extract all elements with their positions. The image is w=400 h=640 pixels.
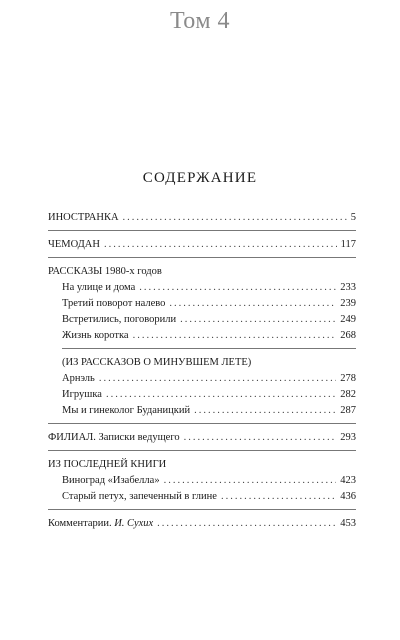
commentary-author: И. Сухих — [114, 518, 154, 529]
toc-entry-page: 436 — [340, 491, 356, 502]
section-divider — [48, 509, 356, 510]
toc-entry-title: Игрушка — [62, 389, 102, 400]
dot-leader — [99, 371, 336, 387]
toc-entry-page: 5 — [350, 212, 356, 223]
toc-entry-title: Жизнь коротка — [62, 330, 129, 341]
dot-leader — [180, 312, 336, 328]
toc-entry-page: 293 — [340, 432, 356, 443]
toc-entry — [48, 280, 356, 296]
toc-entry — [48, 387, 356, 403]
toc-entry-title: Третий поворот налево — [62, 298, 166, 309]
toc-entry — [48, 312, 356, 328]
section-divider — [48, 257, 356, 258]
toc-entry-page: 287 — [340, 405, 356, 416]
subsection-divider — [62, 348, 356, 349]
toc-entry-title: На улице и дома — [62, 282, 136, 293]
section-divider — [48, 423, 356, 424]
toc-entry-title: Старый петух, запеченный в глине — [62, 491, 217, 502]
toc-entry-title — [48, 516, 153, 532]
section-divider — [48, 450, 356, 451]
section-title-posledney: ИЗ ПОСЛЕДНЕЙ КНИГИ — [48, 459, 167, 470]
toc-entry-page: 117 — [340, 239, 356, 250]
dot-leader — [184, 430, 337, 446]
toc-entry — [48, 296, 356, 312]
dot-leader — [123, 210, 347, 226]
toc-entry — [48, 371, 356, 387]
dot-leader — [221, 489, 336, 505]
toc-entry-title: Виноград «Изабелла» — [62, 475, 160, 486]
dot-leader — [164, 473, 337, 489]
toc-entry-page: 282 — [340, 389, 356, 400]
toc-entry-title: ФИЛИАЛ. Записки ведущего — [48, 432, 180, 443]
toc-entry-inostranka — [48, 210, 356, 226]
subsection-title-minuvshee: (ИЗ РАССКАЗОВ О МИНУВШЕМ ЛЕТЕ) — [62, 357, 252, 368]
toc-entry-title: Мы и гинеколог Буданицкий — [62, 405, 191, 416]
toc-entry-title: ЧЕМОДАН — [48, 239, 100, 250]
toc-entry-title: ИНОСТРАНКА — [48, 212, 119, 223]
section-title-rasskazy: РАССКАЗЫ 1980-х годов — [48, 266, 162, 277]
toc-entry-page: 239 — [340, 298, 356, 309]
toc-entry-page: 268 — [340, 330, 356, 341]
contents-heading: СОДЕРЖАНИЕ — [142, 170, 258, 186]
toc-entry-title: Арнэль — [62, 373, 95, 384]
toc-entry-chemodan — [48, 237, 356, 253]
toc-entry — [48, 473, 356, 489]
dot-leader — [139, 280, 336, 296]
toc-entry-page: 423 — [340, 475, 356, 486]
dot-leader — [106, 387, 336, 403]
dot-leader — [133, 328, 337, 344]
dot-leader — [104, 237, 337, 253]
toc-entry-title: Встретились, поговорили — [62, 314, 177, 325]
volume-title: Том 4 — [169, 8, 231, 34]
toc-entry — [48, 328, 356, 344]
toc-entry — [48, 489, 356, 505]
toc-entry-page: 233 — [340, 282, 356, 293]
table-of-contents — [48, 210, 356, 532]
toc-entry-page: 453 — [340, 518, 356, 529]
toc-entry — [48, 403, 356, 419]
toc-entry-filial — [48, 430, 356, 446]
commentary-label: Комментарии. — [48, 518, 112, 529]
toc-entry-page: 278 — [340, 373, 356, 384]
dot-leader — [194, 403, 336, 419]
dot-leader — [157, 516, 336, 532]
section-divider — [48, 230, 356, 231]
dot-leader — [169, 296, 336, 312]
toc-entry-page: 249 — [340, 314, 356, 325]
toc-entry-kommentarii — [48, 516, 356, 532]
